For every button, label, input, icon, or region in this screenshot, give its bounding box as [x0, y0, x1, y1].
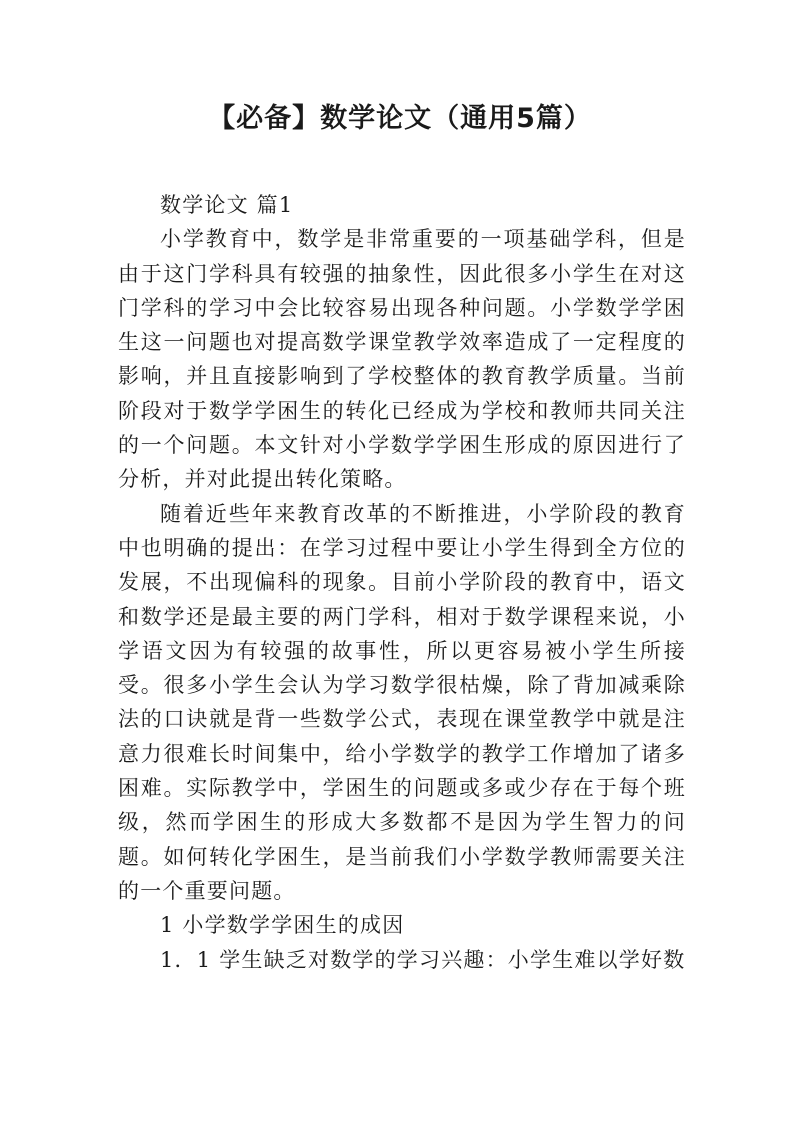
paragraph-1: 小学教育中，数学是非常重要的一项基础学科，但是由于这门学科具有较强的抽象性，因此很多小学生在对这门学科的学习中会比较容易出现各种问题。小学数学学困生这一问题也对提高数学课堂教学效率造成了一定程度的影响，并且直接影响到了学校整体的教育教学质量。当前阶段对于数学学困生的转化已经成为学校和教师共同关注的一个问题。本文针对小学数学学困生形成的原因进行了分析，并对此提出转化策略。 [118, 227, 686, 492]
section-label: 数学论文 篇1 [160, 193, 294, 217]
heading-causes: 1 小学数学学困生的成因 [160, 913, 405, 938]
paragraph-2: 随着近些年来教育改革的不断推进，小学阶段的教育中也明确的提出：在学习过程中要让小学生得到全方位的发展，不出现偏科的现象。目前小学阶段的教育中，语文和数学还是最主要的两门学科，相对于数学课程来说，小学语文因为有较强的故事性，所以更容易被小学生所接受。很多小学生会认为学习数学很枯燥，除了背加减乘除法的口诀就是背一些数学公式，表现在课堂教学中就是注意力很难长时间集中，给小学数学的教学工作增加了诸多困难。实际教学中，学困生的问题或多或少存在于每个班级，然而学困生的形成大多数都不是因为学生智力的问题。如何转化学困生，是当前我们小学数学教师需要关注的一个重要问题。 [118, 501, 686, 903]
document-body [118, 188, 686, 977]
document-title: 【必备】数学论文（通用5篇） [208, 103, 592, 134]
heading-interest: 1．1 学生缺乏对数学的学习兴趣：小学生难以学好数 [160, 947, 686, 972]
